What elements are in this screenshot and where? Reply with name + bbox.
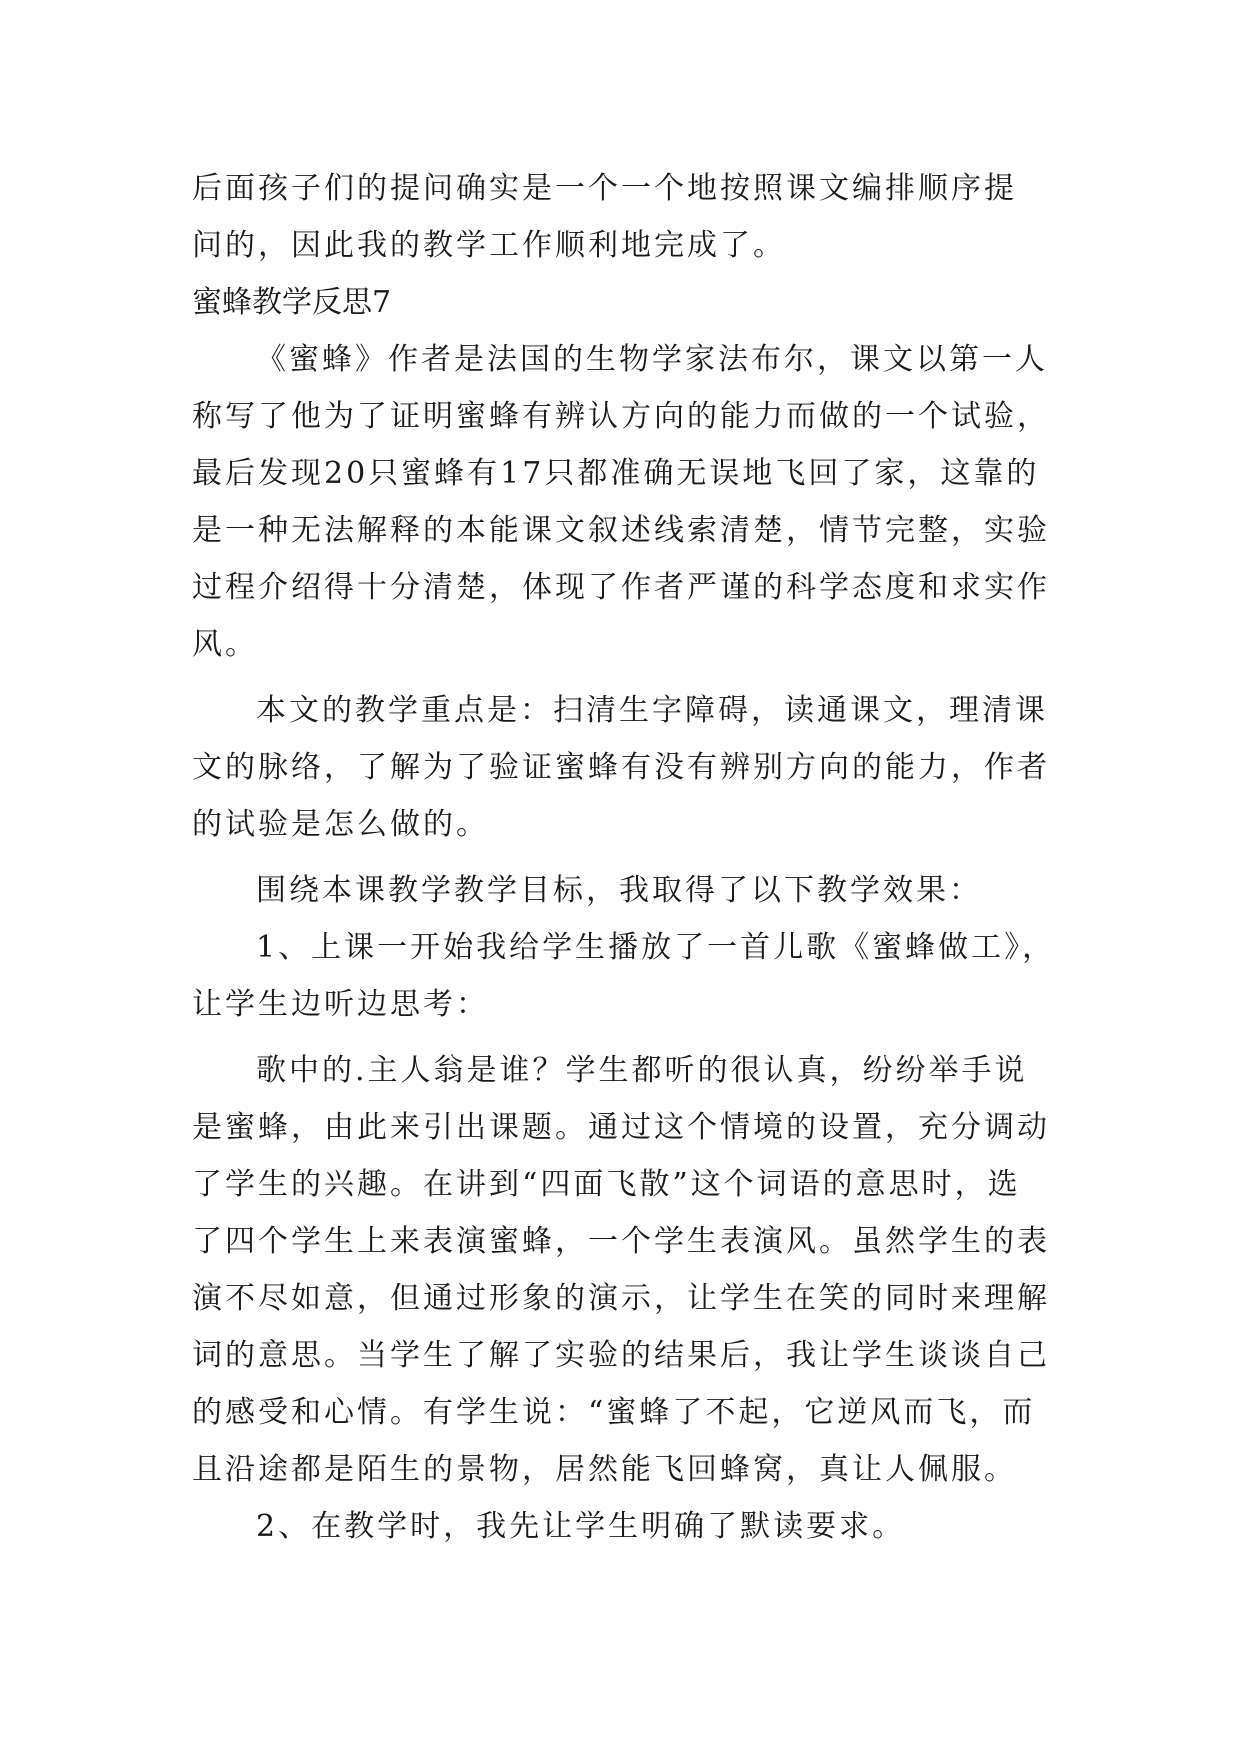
text-line: 且沿途都是陌生的景物，居然能飞回蜂窝，真让人佩服。 (192, 1452, 1017, 1487)
text-line: 是一种无法解释的本能课文叙述线索清楚，情节完整，实验 (192, 513, 1050, 548)
text-line: 2、在教学时，我先让学生明确了默读要求。 (256, 1509, 906, 1544)
section-title: 蜜蜂教学反思7 (192, 285, 392, 320)
text-line: 是蜜蜂，由此来引出课题。通过这个情境的设置，充分调动 (192, 1110, 1050, 1145)
text-line: 风。 (192, 627, 258, 662)
text-line: 文的脉络，了解为了验证蜜蜂有没有辨别方向的能力，作者 (192, 750, 1050, 785)
text-line: 1、上课一开始我给学生播放了一首儿歌《蜜蜂做工》， (256, 930, 1056, 965)
text-line: 词的意思。当学生了解了实验的结果后，我让学生谈谈自己 (192, 1338, 1050, 1373)
text-line: 歌中的.主人翁是谁？学生都听的很认真，纷纷举手说 (256, 1053, 1028, 1088)
text-line: 最后发现20只蜜蜂有17只都准确无误地飞回了家，这靠的 (192, 456, 1040, 491)
text-line: 后面孩子们的提问确实是一个一个地按照课文编排顺序提 (192, 171, 1017, 206)
text-line: 的感受和心情。有学生说：“蜜蜂了不起，它逆风而飞，而 (192, 1395, 1036, 1430)
text-line: 的试验是怎么做的。 (192, 807, 489, 842)
text-line: 围绕本课教学教学目标，我取得了以下教学效果： (256, 873, 982, 908)
document-body (192, 160, 1072, 1555)
text-line: 了四个学生上来表演蜜蜂，一个学生表演风。虽然学生的表 (192, 1224, 1050, 1259)
text-line: 《蜜蜂》作者是法国的生物学家法布尔，课文以第一人 (256, 342, 1048, 377)
text-line: 本文的教学重点是：扫清生字障碍，读通课文，理清课 (256, 693, 1048, 728)
text-line: 问的，因此我的教学工作顺利地完成了。 (192, 228, 786, 263)
text-line: 让学生边听边思考： (192, 987, 489, 1022)
text-line: 过程介绍得十分清楚，体现了作者严谨的科学态度和求实作 (192, 570, 1050, 605)
text-line: 称写了他为了证明蜜蜂有辨认方向的能力而做的一个试验， (192, 399, 1050, 434)
text-line: 演不尽如意，但通过形象的演示，让学生在笑的同时来理解 (192, 1281, 1050, 1316)
text-line: 了学生的兴趣。在讲到“四面飞散”这个词语的意思时，选 (192, 1167, 1021, 1202)
